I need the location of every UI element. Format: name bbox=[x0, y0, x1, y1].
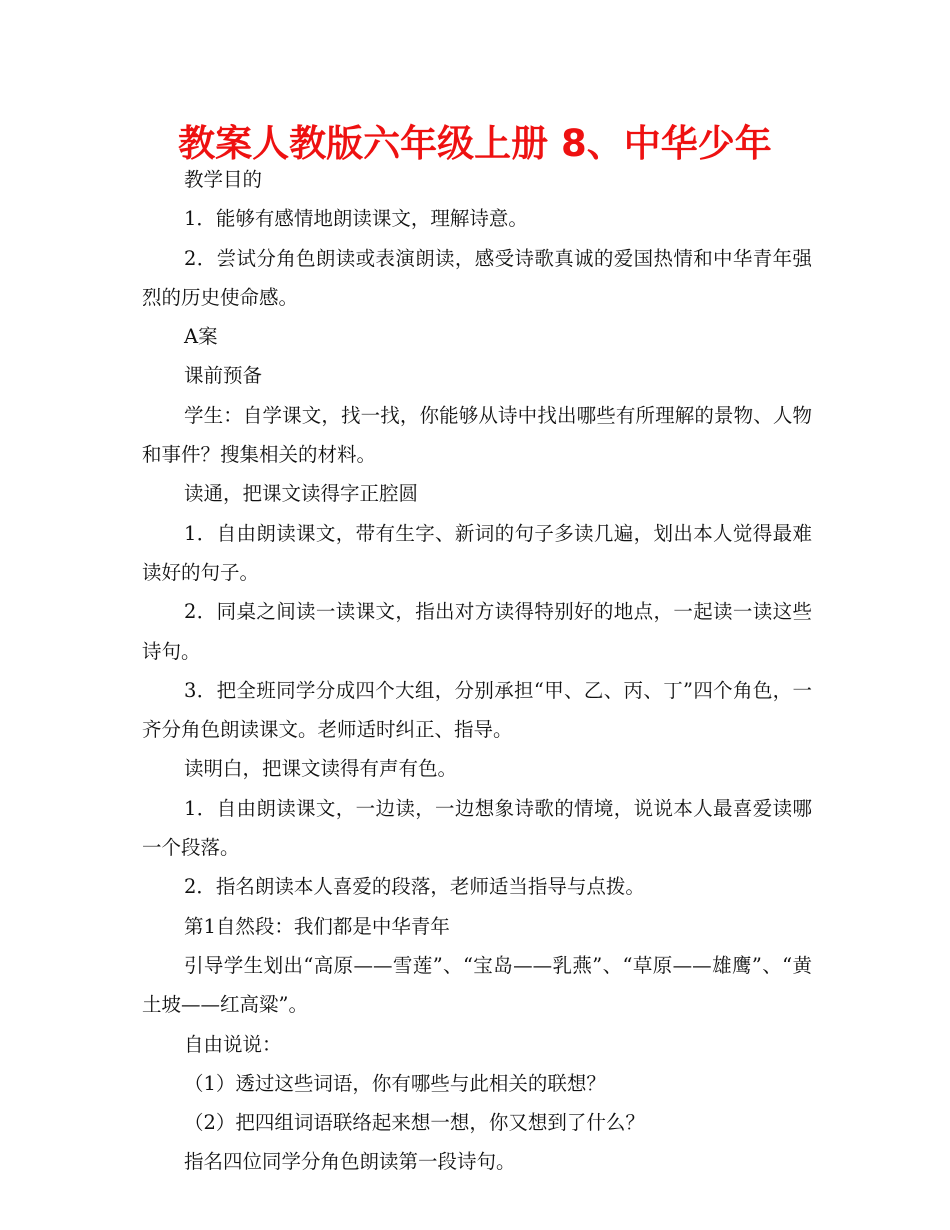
paragraph-one-heading: 第1自然段：我们都是中华青年 bbox=[184, 914, 450, 938]
free-talk-label: 自由说说： bbox=[184, 1032, 282, 1056]
section-heading-understand: 读明白，把课文读得有声有色。 bbox=[184, 757, 458, 781]
read-through-item-3: 3．把全班同学分成四个大组，分别承担“甲、乙、丙、丁”四个角色，一齐分角色朗读课文。老师适时纠正、指导。 bbox=[142, 678, 812, 742]
understand-item-1: 1．自由朗读课文，一边读，一边想象诗歌的情境，说说本人最喜爱读哪一个段落。 bbox=[142, 796, 812, 860]
role-reading-text: 指名四位同学分角色朗读第一段诗句。 bbox=[184, 1150, 516, 1174]
objective-item-2: 2．尝试分角色朗读或表演朗读，感受诗歌真诚的爱国热情和中华青年强烈的历史使命感。 bbox=[142, 246, 812, 309]
question-1: （1）透过这些词语，你有哪些与此相关的联想？ bbox=[184, 1071, 606, 1095]
understand-item-2: 2．指名朗读本人喜爱的段落，老师适当指导与点拨。 bbox=[184, 875, 645, 899]
plan-label-a: A案 bbox=[184, 325, 218, 349]
preparation-text: 学生：自学课文，找一找，你能够从诗中找出哪些有所理解的景物、人物和事件？搜集相关的材料。 bbox=[142, 403, 812, 467]
guide-text: 引导学生划出“高原——雪莲”、“宝岛——乳燕”、“草原——雄鹰”、“黄土坡——红高粱”。 bbox=[142, 953, 812, 1017]
read-through-item-2: 2．同桌之间读一读课文，指出对方读得特别好的地点，一起读一读这些诗句。 bbox=[142, 600, 812, 663]
section-heading-objectives: 教学目的 bbox=[184, 168, 263, 191]
document-title: 教案人教版六年级上册 8、中华少年 bbox=[178, 122, 772, 165]
section-heading-read-through: 读通，把课文读得字正腔圆 bbox=[184, 482, 419, 506]
objective-item-1: 1．能够有感情地朗读课文，理解诗意。 bbox=[184, 207, 528, 231]
section-heading-preparation: 课前预备 bbox=[184, 364, 263, 388]
read-through-item-1: 1．自由朗读课文，带有生字、新词的句子多读几遍，划出本人觉得最难读好的句子。 bbox=[142, 521, 812, 584]
document-body bbox=[142, 160, 812, 1182]
question-2: （2）把四组词语联络起来想一想，你又想到了什么？ bbox=[184, 1111, 645, 1135]
